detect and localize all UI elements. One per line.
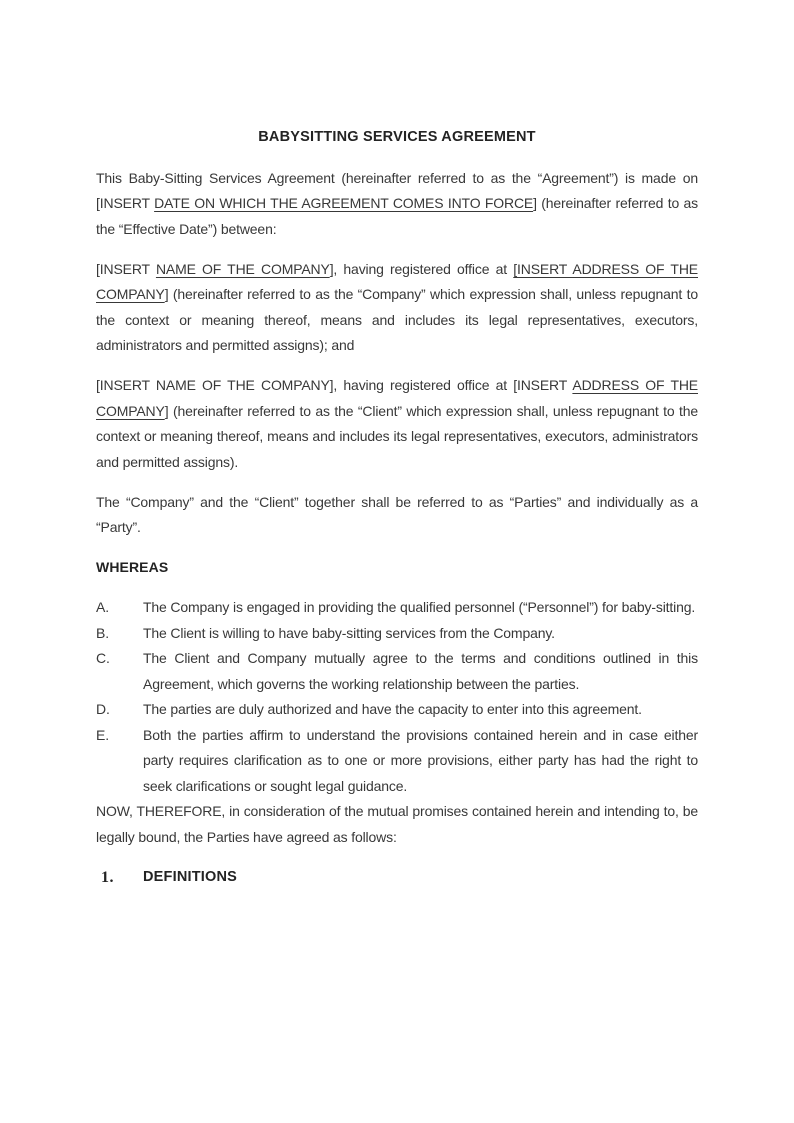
recital-item-d bbox=[96, 697, 698, 723]
recital-text: Both the parties affirm to understand the provisions contained herein and in case either party requires clarification as to one or more provisions, either party has had the right to seek clarifications or sought legal guidance. bbox=[143, 726, 698, 794]
underlined-placeholder: ADDRESS OF THE COMPANY bbox=[96, 377, 698, 419]
now-therefore-paragraph: NOW, THEREFORE, in consideration of the mutual promises contained herein and intending to, be legally bound, the Parties have agreed as follows: bbox=[96, 803, 698, 845]
text-run: [INSERT NAME OF THE COMPANY], having registered office at [INSERT bbox=[96, 377, 573, 393]
text-run: This Baby-Sitting Services Agreement (hereinafter referred to as the “Agreement”) is made on [INSERT bbox=[96, 169, 698, 211]
section-number: 1. bbox=[101, 868, 114, 886]
recitals-list bbox=[96, 595, 698, 799]
text-run: ] (hereinafter referred to as the “Client” which expression shall, unless repugnant to the context or meaning thereof, means and includes its legal representatives, executors, administrators and permitted assigns). bbox=[96, 402, 698, 470]
parties-definition-paragraph: The “Company” and the “Client” together shall be referred to as “Parties” and individually as a “Party”. bbox=[96, 493, 698, 535]
recital-marker: B. bbox=[96, 624, 109, 641]
intro-paragraph bbox=[96, 166, 698, 243]
party-company-paragraph bbox=[96, 257, 698, 359]
recital-marker: C. bbox=[96, 650, 110, 666]
section-title: DEFINITIONS bbox=[143, 868, 238, 885]
underlined-placeholder: [INSERT ADDRESS OF THE COMPANY bbox=[96, 260, 698, 302]
recital-item-c bbox=[96, 646, 698, 697]
text-run: [INSERT bbox=[96, 260, 156, 277]
recital-text: The Company is engaged in providing the qualified personnel (“Personnel”) for baby-sitting. bbox=[143, 599, 696, 615]
recital-text: The Client is willing to have baby-sitting services from the Company. bbox=[143, 624, 555, 641]
underlined-placeholder: NAME OF THE COMPANY bbox=[155, 260, 330, 277]
whereas-heading: WHEREAS bbox=[96, 559, 169, 575]
recital-item-b bbox=[96, 621, 698, 647]
recital-marker: D. bbox=[96, 701, 110, 717]
recital-text: The Client and Company mutually agree to the terms and conditions outlined in this Agreement, which governs the working relationship between the parties. bbox=[143, 650, 698, 692]
recital-marker: A. bbox=[96, 599, 109, 615]
text-run: ], having registered office at bbox=[329, 260, 514, 277]
party-client-paragraph bbox=[96, 373, 698, 475]
recital-item-a bbox=[96, 595, 698, 621]
recital-text: The parties are duly authorized and have the capacity to enter into this agreement. bbox=[143, 701, 642, 717]
document-title: BABYSITTING SERVICES AGREEMENT bbox=[258, 129, 536, 145]
section-1-heading bbox=[96, 865, 698, 891]
recital-marker: E. bbox=[96, 726, 109, 743]
recital-item-e bbox=[96, 723, 698, 800]
underlined-placeholder: DATE ON WHICH THE AGREEMENT COMES INTO FORCE bbox=[154, 195, 534, 211]
text-run: ] (hereinafter referred to as the “Company” which expression shall, unless repugnant to the context or meaning thereof, means and includes its legal representatives, executors, administrators and permitted assigns); and bbox=[96, 286, 698, 353]
text-run: ] (hereinafter referred to as the “Effective Date”) between: bbox=[96, 195, 698, 237]
